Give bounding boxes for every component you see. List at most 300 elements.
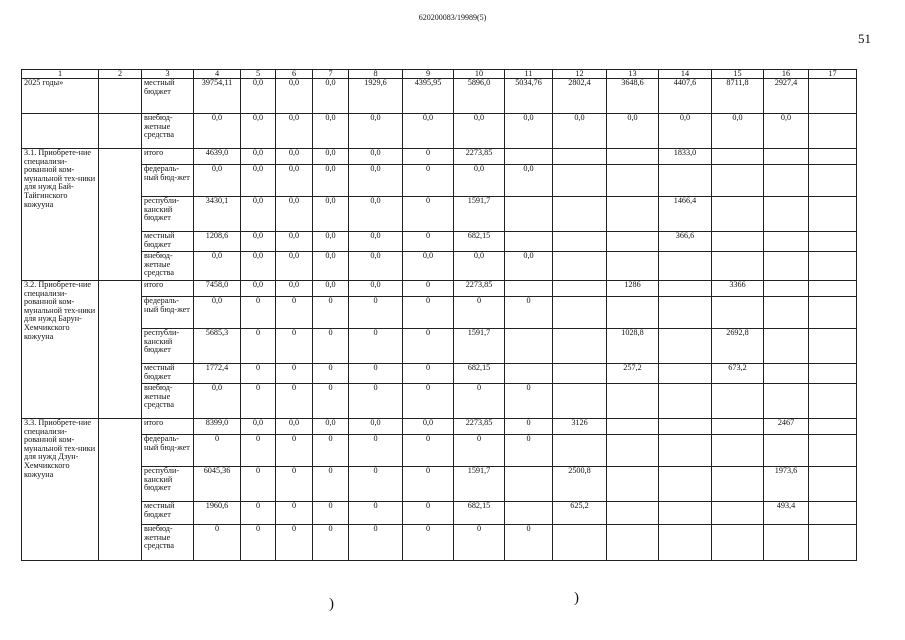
value-cell [712, 149, 764, 165]
funding-source-cell: федераль-ный бюд-жет [142, 435, 194, 467]
value-cell: 0 [313, 525, 349, 561]
column-header: 9 [403, 70, 454, 79]
value-cell: 0,0 [313, 281, 349, 297]
value-cell: 3126 [553, 419, 607, 435]
value-cell [712, 252, 764, 281]
value-cell [553, 435, 607, 467]
value-cell: 625,2 [553, 502, 607, 525]
value-cell: 8399,0 [194, 419, 241, 435]
value-cell: 0,0 [659, 114, 712, 149]
value-cell: 0 [276, 297, 313, 329]
value-cell: 0 [349, 364, 403, 384]
value-cell [809, 435, 857, 467]
value-cell [809, 419, 857, 435]
value-cell: 0,0 [241, 197, 276, 232]
value-cell: 2500,8 [553, 467, 607, 502]
value-cell: 4407,6 [659, 79, 712, 114]
column-header: 3 [142, 70, 194, 79]
value-cell: 2273,85 [454, 419, 505, 435]
value-cell [809, 281, 857, 297]
value-cell: 0 [505, 297, 553, 329]
column-header: 6 [276, 70, 313, 79]
empty-cell [99, 419, 142, 561]
value-cell: 5685,3 [194, 329, 241, 364]
value-cell: 673,2 [712, 364, 764, 384]
value-cell [607, 197, 659, 232]
value-cell: 0,0 [313, 252, 349, 281]
value-cell: 39754,11 [194, 79, 241, 114]
value-cell [764, 297, 809, 329]
column-header: 13 [607, 70, 659, 79]
value-cell: 0 [349, 297, 403, 329]
value-cell: 0,0 [313, 114, 349, 149]
value-cell [712, 232, 764, 252]
value-cell: 0,0 [764, 114, 809, 149]
value-cell [505, 232, 553, 252]
value-cell [607, 419, 659, 435]
value-cell: 2802,4 [553, 79, 607, 114]
value-cell: 1973,6 [764, 467, 809, 502]
value-cell: 7458,0 [194, 281, 241, 297]
value-cell: 682,15 [454, 364, 505, 384]
value-cell: 0 [349, 502, 403, 525]
value-cell: 0,0 [276, 419, 313, 435]
value-cell: 0 [276, 435, 313, 467]
value-cell: 0 [313, 364, 349, 384]
value-cell: 0,0 [194, 165, 241, 197]
table-row [22, 502, 857, 525]
funding-source-cell: федераль-ный бюд-жет [142, 297, 194, 329]
value-cell: 0 [505, 419, 553, 435]
empty-cell [99, 79, 142, 114]
value-cell [659, 252, 712, 281]
table-row [22, 419, 857, 435]
value-cell: 0,0 [505, 165, 553, 197]
funding-source-cell: итого [142, 149, 194, 165]
value-cell: 1591,7 [454, 329, 505, 364]
section-title-cell: 3.1. Приобрете-ние специализи-рованной ком-мунальной тех-ники для нужд Бай-Тайгинского кожууна [22, 149, 99, 281]
empty-cell [99, 114, 142, 149]
value-cell: 1929,6 [349, 79, 403, 114]
value-cell: 0,0 [313, 149, 349, 165]
funding-source-cell: местный бюджет [142, 364, 194, 384]
value-cell: 0 [403, 502, 454, 525]
value-cell: 2273,85 [454, 149, 505, 165]
value-cell [712, 297, 764, 329]
column-header: 4 [194, 70, 241, 79]
value-cell [505, 197, 553, 232]
value-cell: 0 [241, 525, 276, 561]
value-cell [553, 281, 607, 297]
value-cell: 0,0 [403, 419, 454, 435]
value-cell: 0,0 [712, 114, 764, 149]
value-cell: 0 [403, 165, 454, 197]
value-cell [505, 329, 553, 364]
value-cell [809, 364, 857, 384]
value-cell: 0 [241, 435, 276, 467]
value-cell [809, 329, 857, 364]
funding-source-cell: итого [142, 281, 194, 297]
value-cell [659, 525, 712, 561]
value-cell: 2692,8 [712, 329, 764, 364]
value-cell: 0 [194, 435, 241, 467]
value-cell: 257,2 [607, 364, 659, 384]
value-cell [659, 435, 712, 467]
value-cell: 1833,0 [659, 149, 712, 165]
value-cell: 8711,8 [712, 79, 764, 114]
value-cell: 0,0 [349, 232, 403, 252]
funding-source-cell: республи-канский бюджет [142, 467, 194, 502]
value-cell: 0,0 [349, 114, 403, 149]
value-cell: 0 [403, 149, 454, 165]
value-cell [712, 435, 764, 467]
value-cell: 0,0 [454, 252, 505, 281]
value-cell: 0 [241, 384, 276, 419]
section-title-cell [22, 114, 99, 149]
value-cell [659, 419, 712, 435]
table-row [22, 197, 857, 232]
value-cell: 0 [454, 297, 505, 329]
value-cell: 682,15 [454, 232, 505, 252]
table-row [22, 149, 857, 165]
value-cell: 0 [313, 467, 349, 502]
value-cell [607, 384, 659, 419]
value-cell: 1591,7 [454, 467, 505, 502]
value-cell: 0,0 [241, 165, 276, 197]
value-cell: 0 [194, 525, 241, 561]
value-cell: 0,0 [276, 114, 313, 149]
value-cell: 0,0 [276, 281, 313, 297]
table-row [22, 384, 857, 419]
table-row [22, 281, 857, 297]
value-cell: 5034,76 [505, 79, 553, 114]
value-cell [764, 281, 809, 297]
value-cell: 1286 [607, 281, 659, 297]
funding-source-cell: местный бюджет [142, 502, 194, 525]
value-cell [764, 525, 809, 561]
value-cell [764, 197, 809, 232]
value-cell: 2927,4 [764, 79, 809, 114]
column-header: 14 [659, 70, 712, 79]
value-cell: 0,0 [349, 419, 403, 435]
value-cell [712, 384, 764, 419]
value-cell: 0 [403, 435, 454, 467]
value-cell: 0 [276, 384, 313, 419]
value-cell [607, 525, 659, 561]
funding-source-cell: местный бюджет [142, 232, 194, 252]
value-cell [764, 149, 809, 165]
value-cell: 0 [349, 467, 403, 502]
value-cell [764, 384, 809, 419]
value-cell: 2467 [764, 419, 809, 435]
section-title-cell: 2025 годы» [22, 79, 99, 114]
value-cell: 0,0 [313, 79, 349, 114]
value-cell: 0 [454, 435, 505, 467]
value-cell: 0 [241, 502, 276, 525]
value-cell: 0,0 [241, 281, 276, 297]
value-cell: 1208,6 [194, 232, 241, 252]
column-header: 17 [809, 70, 857, 79]
value-cell [505, 467, 553, 502]
value-cell [659, 502, 712, 525]
value-cell [553, 384, 607, 419]
column-header: 5 [241, 70, 276, 79]
value-cell: 0,0 [349, 197, 403, 232]
value-cell: 3366 [712, 281, 764, 297]
table-row [22, 297, 857, 329]
value-cell [659, 297, 712, 329]
value-cell: 1591,7 [454, 197, 505, 232]
value-cell: 0 [349, 525, 403, 561]
value-cell: 682,15 [454, 502, 505, 525]
header-row [22, 70, 857, 79]
value-cell: 0,0 [313, 197, 349, 232]
value-cell: 3648,6 [607, 79, 659, 114]
table-row [22, 435, 857, 467]
value-cell [764, 232, 809, 252]
value-cell: 0 [276, 525, 313, 561]
value-cell: 0,0 [276, 252, 313, 281]
value-cell [553, 329, 607, 364]
value-cell [659, 364, 712, 384]
empty-cell [99, 281, 142, 419]
value-cell: 4639,0 [194, 149, 241, 165]
value-cell [764, 165, 809, 197]
value-cell [607, 467, 659, 502]
value-cell: 0 [505, 525, 553, 561]
value-cell [809, 384, 857, 419]
value-cell [607, 232, 659, 252]
column-header: 16 [764, 70, 809, 79]
value-cell: 0,0 [403, 114, 454, 149]
value-cell: 0,0 [276, 232, 313, 252]
handwritten-mark-right: ) [574, 590, 579, 606]
value-cell: 0,0 [313, 419, 349, 435]
table-row [22, 232, 857, 252]
value-cell: 0 [454, 525, 505, 561]
value-cell [553, 252, 607, 281]
section-title-cell: 3.2. Приобрете-ние специализи-рованной ком-мунальной тех-ники для нужд Барун-Хемчикского кожууна [22, 281, 99, 419]
value-cell [505, 502, 553, 525]
value-cell: 0,0 [276, 79, 313, 114]
value-cell [809, 232, 857, 252]
value-cell [712, 165, 764, 197]
value-cell: 0,0 [505, 114, 553, 149]
value-cell: 0 [276, 467, 313, 502]
value-cell [553, 197, 607, 232]
value-cell: 0,0 [349, 252, 403, 281]
value-cell [809, 79, 857, 114]
value-cell: 0 [403, 467, 454, 502]
value-cell [659, 467, 712, 502]
value-cell [712, 419, 764, 435]
value-cell [505, 281, 553, 297]
value-cell [505, 149, 553, 165]
value-cell [607, 502, 659, 525]
document-id: 620200083/19989(5) [418, 13, 487, 22]
value-cell: 1960,6 [194, 502, 241, 525]
value-cell: 0 [276, 364, 313, 384]
value-cell: 0,0 [454, 165, 505, 197]
column-header: 7 [313, 70, 349, 79]
value-cell: 0,0 [454, 114, 505, 149]
value-cell [764, 329, 809, 364]
value-cell: 0,0 [241, 419, 276, 435]
value-cell [659, 384, 712, 419]
value-cell: 0 [403, 525, 454, 561]
value-cell: 0,0 [349, 281, 403, 297]
value-cell: 6045,36 [194, 467, 241, 502]
value-cell: 0 [313, 384, 349, 419]
value-cell: 0 [454, 384, 505, 419]
handwritten-mark-left: ) [329, 596, 334, 612]
funding-source-cell: внебюд-жетные средства [142, 525, 194, 561]
value-cell [659, 329, 712, 364]
value-cell [809, 252, 857, 281]
value-cell: 0 [241, 467, 276, 502]
column-header: 8 [349, 70, 403, 79]
value-cell: 0 [313, 435, 349, 467]
value-cell: 0 [313, 329, 349, 364]
table-row [22, 329, 857, 364]
value-cell: 0 [276, 329, 313, 364]
column-header: 11 [505, 70, 553, 79]
value-cell [764, 435, 809, 467]
value-cell: 0 [403, 384, 454, 419]
column-header: 10 [454, 70, 505, 79]
value-cell: 0 [276, 502, 313, 525]
value-cell: 2273,85 [454, 281, 505, 297]
budget-table [21, 69, 857, 561]
column-header: 15 [712, 70, 764, 79]
value-cell [505, 364, 553, 384]
table-row [22, 525, 857, 561]
value-cell: 0,0 [313, 165, 349, 197]
value-cell [553, 364, 607, 384]
value-cell: 0,0 [241, 252, 276, 281]
value-cell: 1466,4 [659, 197, 712, 232]
value-cell: 0 [241, 329, 276, 364]
section-title-cell: 3.3. Приобрете-ние специализи-рованной ком-мунальной тех-ники для нужд Дзун-Хемчикского кожууна [22, 419, 99, 561]
value-cell: 0,0 [349, 149, 403, 165]
value-cell: 0,0 [553, 114, 607, 149]
table-row [22, 467, 857, 502]
funding-source-cell: внебюд-жетные средства [142, 252, 194, 281]
table-row [22, 252, 857, 281]
value-cell: 0,0 [194, 384, 241, 419]
page-number: 51 [858, 31, 871, 46]
funding-source-cell: внебюд-жетные средства [142, 114, 194, 149]
value-cell [809, 197, 857, 232]
value-cell: 0,0 [241, 149, 276, 165]
value-cell: 0 [241, 364, 276, 384]
table-row [22, 165, 857, 197]
value-cell: 0,0 [241, 114, 276, 149]
value-cell [607, 252, 659, 281]
value-cell [659, 281, 712, 297]
value-cell: 0,0 [241, 232, 276, 252]
value-cell: 0,0 [607, 114, 659, 149]
value-cell [809, 502, 857, 525]
value-cell: 0,0 [194, 252, 241, 281]
value-cell [659, 165, 712, 197]
funding-source-cell: итого [142, 419, 194, 435]
funding-source-cell: внебюд-жетные средства [142, 384, 194, 419]
value-cell: 493,4 [764, 502, 809, 525]
value-cell: 0,0 [313, 232, 349, 252]
funding-source-cell: республи-канский бюджет [142, 197, 194, 232]
value-cell: 0 [349, 435, 403, 467]
value-cell: 0 [403, 281, 454, 297]
value-cell [712, 197, 764, 232]
value-cell: 0 [505, 435, 553, 467]
value-cell: 0 [313, 297, 349, 329]
table-row [22, 79, 857, 114]
value-cell: 0,0 [276, 197, 313, 232]
funding-source-cell: республи-канский бюджет [142, 329, 194, 364]
value-cell [809, 165, 857, 197]
value-cell [553, 165, 607, 197]
value-cell [764, 252, 809, 281]
value-cell [712, 525, 764, 561]
value-cell [712, 502, 764, 525]
value-cell [764, 364, 809, 384]
value-cell: 0 [505, 384, 553, 419]
value-cell: 5896,0 [454, 79, 505, 114]
value-cell: 3430,1 [194, 197, 241, 232]
value-cell [809, 525, 857, 561]
value-cell: 0 [403, 197, 454, 232]
column-header: 2 [99, 70, 142, 79]
value-cell [607, 149, 659, 165]
table-row [22, 114, 857, 149]
empty-cell [99, 149, 142, 281]
value-cell [553, 297, 607, 329]
value-cell [809, 149, 857, 165]
value-cell [607, 297, 659, 329]
value-cell: 0,0 [276, 165, 313, 197]
value-cell: 0,0 [403, 252, 454, 281]
value-cell: 0,0 [194, 297, 241, 329]
value-cell: 0,0 [241, 79, 276, 114]
funding-source-cell: местный бюджет [142, 79, 194, 114]
value-cell: 0 [349, 329, 403, 364]
value-cell: 0 [313, 502, 349, 525]
value-cell [553, 149, 607, 165]
value-cell: 4395,95 [403, 79, 454, 114]
value-cell: 1028,8 [607, 329, 659, 364]
value-cell: 0,0 [194, 114, 241, 149]
value-cell: 1772,4 [194, 364, 241, 384]
value-cell [712, 467, 764, 502]
value-cell: 0 [403, 297, 454, 329]
table-row [22, 364, 857, 384]
value-cell: 0 [403, 329, 454, 364]
column-header: 12 [553, 70, 607, 79]
value-cell [553, 232, 607, 252]
value-cell: 0 [241, 297, 276, 329]
value-cell [809, 297, 857, 329]
value-cell: 0 [403, 232, 454, 252]
value-cell: 0 [403, 364, 454, 384]
value-cell: 366,6 [659, 232, 712, 252]
value-cell [607, 435, 659, 467]
column-header: 1 [22, 70, 99, 79]
value-cell [809, 114, 857, 149]
value-cell [607, 165, 659, 197]
funding-source-cell: федераль-ный бюд-жет [142, 165, 194, 197]
value-cell [809, 467, 857, 502]
